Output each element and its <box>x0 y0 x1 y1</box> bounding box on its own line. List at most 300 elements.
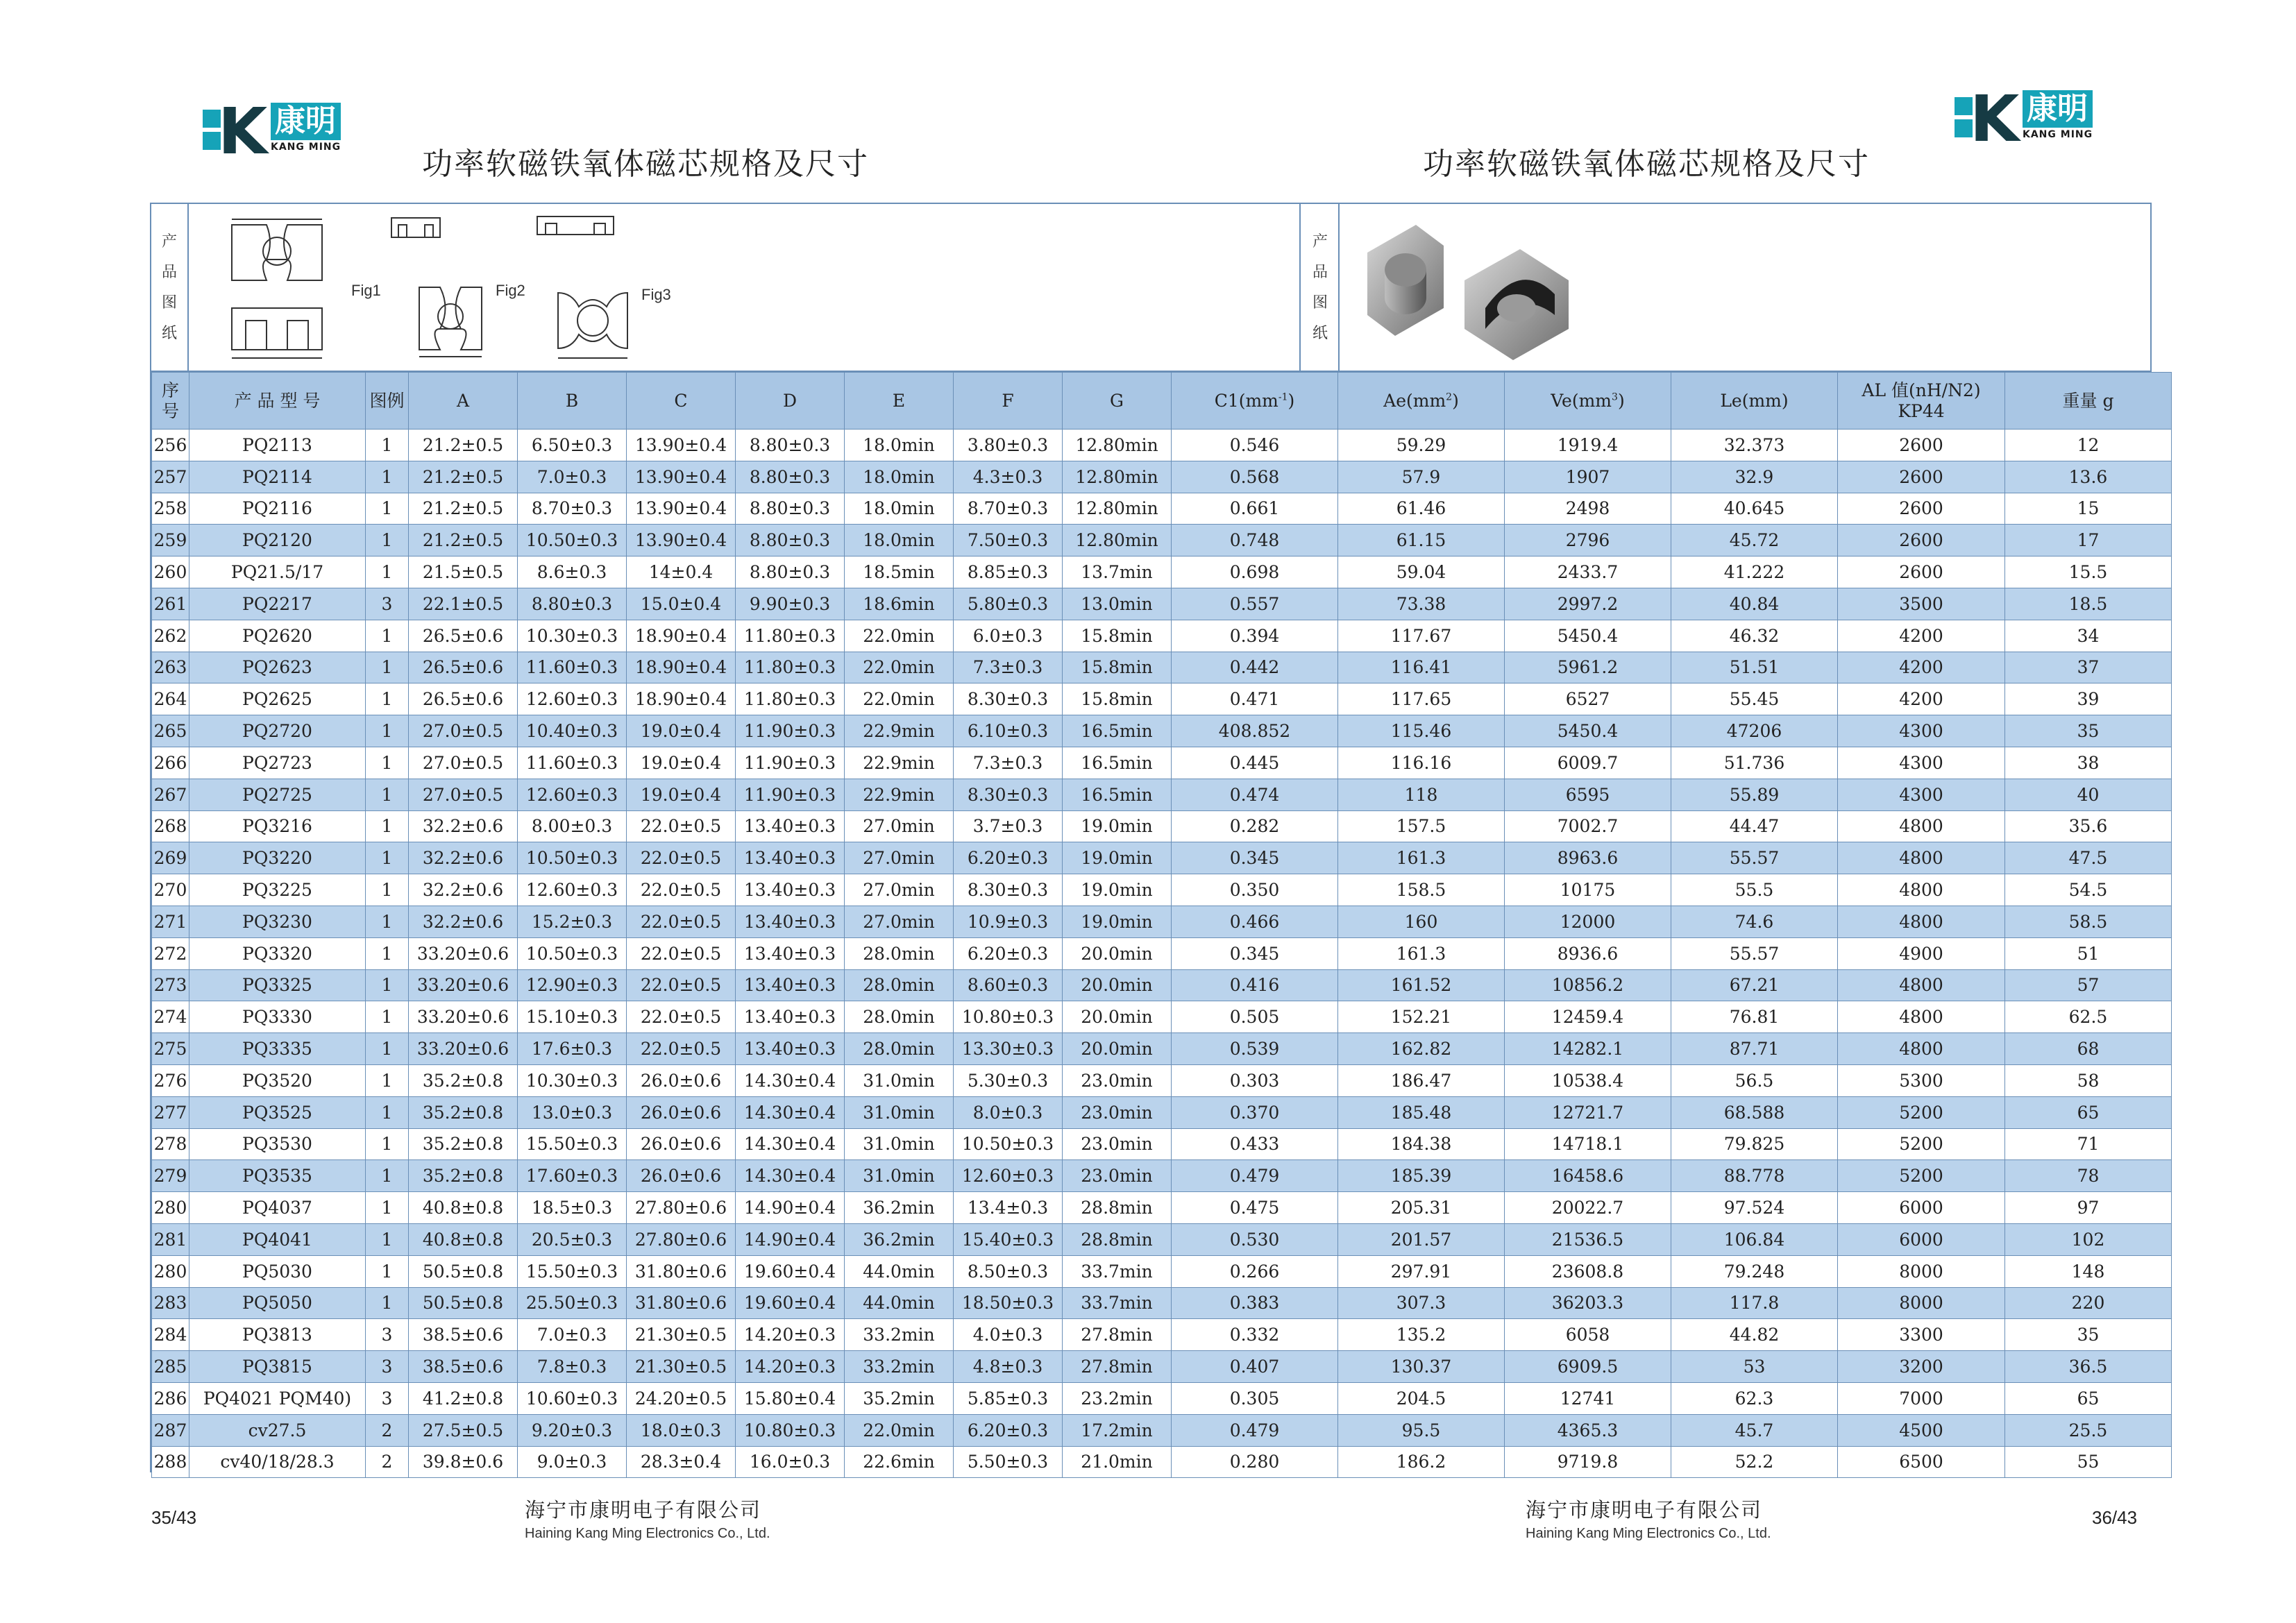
table-cell: 11.60±0.3 <box>518 652 627 683</box>
company-name-en: Haining Kang Ming Electronics Co., Ltd. <box>525 1526 770 1541</box>
table-cell: 13.0±0.3 <box>518 1096 627 1128</box>
table-cell: 5961.2 <box>1505 652 1671 683</box>
table-cell: 262 <box>152 620 189 652</box>
table-cell: 41.2±0.8 <box>409 1382 518 1414</box>
table-cell: 61.46 <box>1338 493 1505 525</box>
table-cell: 22.0min <box>845 683 954 715</box>
table-cell: 22.0±0.5 <box>627 1033 736 1065</box>
table-row <box>152 556 2172 588</box>
table-cell: 8.6±0.3 <box>518 556 627 588</box>
col-header-ve: $Ve(mm^3)$ <box>1505 373 1671 430</box>
col-header-ae: $Ae(mm^2)$ <box>1338 373 1505 430</box>
table-cell: 35 <box>2005 1319 2172 1351</box>
table-cell: 23.0min <box>1063 1064 1172 1096</box>
table-cell: 184.38 <box>1338 1128 1505 1160</box>
table-cell: 13.30±0.3 <box>954 1033 1063 1065</box>
table-cell: 31.80±0.6 <box>627 1255 736 1287</box>
table-cell: 6.20±0.3 <box>954 937 1063 969</box>
table-cell: PQ3535 <box>189 1160 366 1192</box>
table-cell: 13.90±0.4 <box>627 461 736 493</box>
table-cell: 22.9min <box>845 779 954 810</box>
table-cell: 26.0±0.6 <box>627 1064 736 1096</box>
table-cell: 31.0min <box>845 1096 954 1128</box>
table-cell: 8.80±0.3 <box>736 430 845 461</box>
table-cell: 61.15 <box>1338 525 1505 556</box>
table-cell: 1 <box>366 1001 409 1033</box>
col-header-g: G <box>1063 373 1172 430</box>
col-header-le: Le(mm) <box>1671 373 1838 430</box>
table-cell: 2600 <box>1838 493 2005 525</box>
table-cell: 22.9min <box>845 715 954 747</box>
table-cell: 11.90±0.3 <box>736 715 845 747</box>
table-cell: 4.0±0.3 <box>954 1319 1063 1351</box>
table-cell: 1 <box>366 810 409 842</box>
table-cell: 22.0±0.5 <box>627 969 736 1001</box>
table-cell: 15.2±0.3 <box>518 906 627 937</box>
table-cell: 59.29 <box>1338 430 1505 461</box>
table-row <box>152 1033 2172 1065</box>
table-cell: 264 <box>152 683 189 715</box>
table-cell: 15.8min <box>1063 683 1172 715</box>
table-cell: 18.90±0.4 <box>627 683 736 715</box>
table-cell: 35.2±0.8 <box>409 1064 518 1096</box>
table-cell: 57.9 <box>1338 461 1505 493</box>
table-cell: 274 <box>152 1001 189 1033</box>
table-row <box>152 430 2172 461</box>
table-cell: 3500 <box>1838 588 2005 620</box>
table-cell: 13.40±0.3 <box>736 874 845 906</box>
table-cell: 12459.4 <box>1505 1001 1671 1033</box>
table-cell: 2600 <box>1838 430 2005 461</box>
table-cell: 279 <box>152 1160 189 1192</box>
company-name-cn: 海宁市康明电子有限公司 <box>525 1498 762 1522</box>
table-cell: 26.0±0.6 <box>627 1160 736 1192</box>
table-cell: 4800 <box>1838 969 2005 1001</box>
table-cell: 21.2±0.5 <box>409 493 518 525</box>
table-cell: 3300 <box>1838 1319 2005 1351</box>
table-cell: 1 <box>366 779 409 810</box>
table-cell: 57 <box>2005 969 2172 1001</box>
table-cell: 273 <box>152 969 189 1001</box>
table-cell: 4800 <box>1838 1033 2005 1065</box>
table-cell: 8000 <box>1838 1255 2005 1287</box>
table-cell: 0.442 <box>1172 652 1338 683</box>
table-cell: 62.5 <box>2005 1001 2172 1033</box>
table-cell: 47206 <box>1671 715 1838 747</box>
table-cell: 1 <box>366 461 409 493</box>
table-cell: 74.6 <box>1671 906 1838 937</box>
table-cell: 4500 <box>1838 1414 2005 1446</box>
table-cell: PQ3225 <box>189 874 366 906</box>
table-cell: 27.80±0.6 <box>627 1223 736 1255</box>
table-cell: 13.40±0.3 <box>736 1001 845 1033</box>
table-cell: 220 <box>2005 1287 2172 1319</box>
table-cell: 4.8±0.3 <box>954 1351 1063 1383</box>
table-cell: 257 <box>152 461 189 493</box>
table-cell: 10.50±0.3 <box>518 842 627 874</box>
logo-mark-icon: K <box>1955 92 2003 140</box>
table-row <box>152 810 2172 842</box>
spec-sheet <box>150 203 2152 1472</box>
table-cell: 6.20±0.3 <box>954 1414 1063 1446</box>
table-cell: 35.2±0.8 <box>409 1128 518 1160</box>
col-header-c1: $C1(mm^{-1})$ <box>1172 373 1338 430</box>
table-cell: PQ3330 <box>189 1001 366 1033</box>
table-cell: 20.0min <box>1063 1033 1172 1065</box>
table-cell: 19.0±0.4 <box>627 779 736 810</box>
table-cell: 18.90±0.4 <box>627 652 736 683</box>
col-header-weight: 重量 g <box>2005 373 2172 430</box>
table-cell: PQ21.5/17 <box>189 556 366 588</box>
table-cell: 95.5 <box>1338 1414 1505 1446</box>
col-header-model: 产 品 型 号 <box>189 373 366 430</box>
table-cell: 14.90±0.4 <box>736 1223 845 1255</box>
table-cell: 1 <box>366 969 409 1001</box>
table-cell: 0.416 <box>1172 969 1338 1001</box>
table-cell: 283 <box>152 1287 189 1319</box>
table-cell: 269 <box>152 842 189 874</box>
table-cell: 0.394 <box>1172 620 1338 652</box>
table-cell: 7000 <box>1838 1382 2005 1414</box>
table-cell: 13.90±0.4 <box>627 525 736 556</box>
table-cell: 27.8min <box>1063 1319 1172 1351</box>
table-cell: 14.30±0.4 <box>736 1160 845 1192</box>
table-cell: 5.30±0.3 <box>954 1064 1063 1096</box>
table-cell: 1 <box>366 652 409 683</box>
table-cell: 23.0min <box>1063 1096 1172 1128</box>
table-cell: 263 <box>152 652 189 683</box>
table-cell: 55.89 <box>1671 779 1838 810</box>
table-row <box>152 493 2172 525</box>
table-cell: 16.5min <box>1063 715 1172 747</box>
table-cell: 27.5±0.5 <box>409 1414 518 1446</box>
table-cell: 28.0min <box>845 1001 954 1033</box>
table-cell: 116.16 <box>1338 747 1505 779</box>
table-cell: 7.3±0.3 <box>954 747 1063 779</box>
table-cell: 55.45 <box>1671 683 1838 715</box>
table-cell: 280 <box>152 1192 189 1224</box>
table-cell: PQ3530 <box>189 1128 366 1160</box>
table-cell: 13.40±0.3 <box>736 842 845 874</box>
table-cell: 17.2min <box>1063 1414 1172 1446</box>
table-cell: 5200 <box>1838 1096 2005 1128</box>
table-cell: 3.80±0.3 <box>954 430 1063 461</box>
table-cell: 26.5±0.6 <box>409 683 518 715</box>
photo-label: 产 品 图 纸 <box>1302 204 1340 372</box>
table-cell: 10.50±0.3 <box>954 1128 1063 1160</box>
table-cell: 7.50±0.3 <box>954 525 1063 556</box>
table-cell: 2796 <box>1505 525 1671 556</box>
table-cell: 8.30±0.3 <box>954 874 1063 906</box>
table-row <box>152 683 2172 715</box>
table-cell: 20.0min <box>1063 937 1172 969</box>
table-cell: 27.0±0.5 <box>409 715 518 747</box>
table-cell: 55.57 <box>1671 842 1838 874</box>
table-cell: 21.2±0.5 <box>409 430 518 461</box>
table-cell: 0.345 <box>1172 937 1338 969</box>
table-cell: 32.9 <box>1671 461 1838 493</box>
table-cell: 32.2±0.6 <box>409 874 518 906</box>
table-cell: 4200 <box>1838 683 2005 715</box>
table-cell: 15.50±0.3 <box>518 1255 627 1287</box>
table-cell: 297.91 <box>1338 1255 1505 1287</box>
table-cell: 162.82 <box>1338 1033 1505 1065</box>
table-cell: 22.1±0.5 <box>409 588 518 620</box>
table-cell: 18.5min <box>845 556 954 588</box>
table-cell: 33.7min <box>1063 1287 1172 1319</box>
table-cell: 3 <box>366 588 409 620</box>
table-cell: 0.407 <box>1172 1351 1338 1383</box>
table-cell: 10.9±0.3 <box>954 906 1063 937</box>
table-cell: 106.84 <box>1671 1223 1838 1255</box>
table-cell: 28.8min <box>1063 1223 1172 1255</box>
table-cell: 36.2min <box>845 1192 954 1224</box>
logo-mark-icon: K <box>203 104 251 153</box>
table-cell: 116.41 <box>1338 652 1505 683</box>
table-cell: 272 <box>152 937 189 969</box>
table-cell: 12741 <box>1505 1382 1671 1414</box>
table-cell: 13.40±0.3 <box>736 969 845 1001</box>
table-cell: 6500 <box>1838 1446 2005 1478</box>
table-cell: 27.0min <box>845 874 954 906</box>
table-cell: PQ3815 <box>189 1351 366 1383</box>
table-cell: 0.466 <box>1172 906 1338 937</box>
table-cell: 10538.4 <box>1505 1064 1671 1096</box>
table-cell: 40.8±0.8 <box>409 1223 518 1255</box>
table-cell: 6058 <box>1505 1319 1671 1351</box>
table-cell: 1 <box>366 1160 409 1192</box>
logo-text-cn: 康明 <box>2023 90 2093 128</box>
table-cell: 1 <box>366 525 409 556</box>
table-cell: 10.50±0.3 <box>518 937 627 969</box>
table-cell: 5450.4 <box>1505 620 1671 652</box>
table-cell: 4900 <box>1838 937 2005 969</box>
table-cell: 16.5min <box>1063 747 1172 779</box>
table-row <box>152 525 2172 556</box>
table-cell: 2600 <box>1838 525 2005 556</box>
table-cell: 4365.3 <box>1505 1414 1671 1446</box>
table-cell: 4800 <box>1838 1001 2005 1033</box>
table-cell: 1 <box>366 842 409 874</box>
table-cell: 50.5±0.8 <box>409 1255 518 1287</box>
table-cell: 21.5±0.5 <box>409 556 518 588</box>
table-cell: 28.0min <box>845 969 954 1001</box>
table-cell: 11.60±0.3 <box>518 747 627 779</box>
page-title-left: 功率软磁铁氧体磁芯规格及尺寸 <box>422 146 869 182</box>
table-cell: 2600 <box>1838 461 2005 493</box>
table-cell: 14.90±0.4 <box>736 1192 845 1224</box>
table-cell: 15.40±0.3 <box>954 1223 1063 1255</box>
table-cell: 22.0±0.5 <box>627 937 736 969</box>
table-cell: 14718.1 <box>1505 1128 1671 1160</box>
table-cell: 44.47 <box>1671 810 1838 842</box>
table-cell: 8.85±0.3 <box>954 556 1063 588</box>
table-cell: 2600 <box>1838 556 2005 588</box>
table-cell: 44.0min <box>845 1287 954 1319</box>
company-info-right <box>1526 1495 1771 1542</box>
table-cell: 51.736 <box>1671 747 1838 779</box>
table-cell: 115.46 <box>1338 715 1505 747</box>
table-cell: 23608.8 <box>1505 1255 1671 1287</box>
table-row <box>152 779 2172 810</box>
table-cell: 32.2±0.6 <box>409 906 518 937</box>
table-cell: 27.0±0.5 <box>409 747 518 779</box>
table-cell: 62.3 <box>1671 1382 1838 1414</box>
table-row <box>152 842 2172 874</box>
table-cell: 275 <box>152 1033 189 1065</box>
table-cell: 32.373 <box>1671 430 1838 461</box>
table-cell: 18.0±0.3 <box>627 1414 736 1446</box>
table-cell: 8936.6 <box>1505 937 1671 969</box>
table-cell: 6909.5 <box>1505 1351 1671 1383</box>
table-cell: 44.0min <box>845 1255 954 1287</box>
table-cell: 33.20±0.6 <box>409 969 518 1001</box>
table-cell: 13.4±0.3 <box>954 1192 1063 1224</box>
table-cell: 9.0±0.3 <box>518 1446 627 1478</box>
table-cell: 65 <box>2005 1096 2172 1128</box>
table-row <box>152 969 2172 1001</box>
table-cell: 204.5 <box>1338 1382 1505 1414</box>
table-cell: 12.80min <box>1063 461 1172 493</box>
fig2-label: Fig2 <box>496 282 525 299</box>
col-header-c: C <box>627 373 736 430</box>
table-cell: 6000 <box>1838 1192 2005 1224</box>
table-cell: 4.3±0.3 <box>954 461 1063 493</box>
table-cell: 4800 <box>1838 874 2005 906</box>
table-cell: 270 <box>152 874 189 906</box>
table-cell: 14.30±0.4 <box>736 1096 845 1128</box>
table-cell: 79.248 <box>1671 1255 1838 1287</box>
table-cell: 22.0±0.5 <box>627 906 736 937</box>
company-logo-right <box>1955 82 2093 156</box>
table-cell: 12.60±0.3 <box>518 683 627 715</box>
table-cell: 33.2min <box>845 1351 954 1383</box>
table-cell: 1 <box>366 1287 409 1319</box>
table-cell: 0.475 <box>1172 1192 1338 1224</box>
table-cell: PQ3335 <box>189 1033 366 1065</box>
company-name-cn: 海宁市康明电子有限公司 <box>1526 1498 1763 1522</box>
table-cell: 87.71 <box>1671 1033 1838 1065</box>
table-cell: 31.0min <box>845 1128 954 1160</box>
table-cell: 17.6±0.3 <box>518 1033 627 1065</box>
table-cell: 14±0.4 <box>627 556 736 588</box>
table-cell: 7002.7 <box>1505 810 1671 842</box>
table-cell: 24.20±0.5 <box>627 1382 736 1414</box>
table-cell: 28.0min <box>845 937 954 969</box>
table-cell: 6527 <box>1505 683 1671 715</box>
table-cell: 7.8±0.3 <box>518 1351 627 1383</box>
table-cell: 0.530 <box>1172 1223 1338 1255</box>
table-cell: 27.8min <box>1063 1351 1172 1383</box>
table-cell: 27.0min <box>845 810 954 842</box>
table-cell: 26.5±0.6 <box>409 620 518 652</box>
table-cell: PQ3520 <box>189 1064 366 1096</box>
table-cell: 1 <box>366 430 409 461</box>
table-cell: 23.0min <box>1063 1128 1172 1160</box>
table-cell: 4200 <box>1838 620 2005 652</box>
table-cell: 8.80±0.3 <box>736 525 845 556</box>
table-cell: 157.5 <box>1338 810 1505 842</box>
table-cell: 9.20±0.3 <box>518 1414 627 1446</box>
table-cell: 68 <box>2005 1033 2172 1065</box>
table-cell: 1 <box>366 747 409 779</box>
table-cell: 27.0±0.5 <box>409 779 518 810</box>
table-cell: PQ3220 <box>189 842 366 874</box>
table-cell: 27.80±0.6 <box>627 1192 736 1224</box>
table-cell: 27.0min <box>845 842 954 874</box>
table-cell: 11.90±0.3 <box>736 747 845 779</box>
table-cell: 4300 <box>1838 715 2005 747</box>
table-cell: 7.0±0.3 <box>518 461 627 493</box>
table-cell: PQ4037 <box>189 1192 366 1224</box>
table-cell: PQ3525 <box>189 1096 366 1128</box>
table-cell: 8.0±0.3 <box>954 1096 1063 1128</box>
table-cell: 160 <box>1338 906 1505 937</box>
page-title-right: 功率软磁铁氧体磁芯规格及尺寸 <box>1423 146 1870 182</box>
table-cell: 1 <box>366 937 409 969</box>
table-cell: 0.479 <box>1172 1160 1338 1192</box>
table-cell: 277 <box>152 1096 189 1128</box>
table-cell: 35.6 <box>2005 810 2172 842</box>
table-cell: 280 <box>152 1255 189 1287</box>
company-info-left <box>525 1495 770 1542</box>
table-cell: 0.350 <box>1172 874 1338 906</box>
table-cell: 19.0min <box>1063 906 1172 937</box>
table-cell: 18.0min <box>845 430 954 461</box>
table-cell: 1 <box>366 874 409 906</box>
table-cell: 21536.5 <box>1505 1223 1671 1255</box>
table-cell: 20.0min <box>1063 1001 1172 1033</box>
table-cell: 261 <box>152 588 189 620</box>
table-cell: 32.2±0.6 <box>409 810 518 842</box>
table-cell: 19.60±0.4 <box>736 1287 845 1319</box>
technical-drawing <box>190 204 1301 372</box>
table-cell: 6000 <box>1838 1223 2005 1255</box>
table-cell: 10.30±0.3 <box>518 1064 627 1096</box>
table-cell: 31.0min <box>845 1160 954 1192</box>
table-cell: 135.2 <box>1338 1319 1505 1351</box>
table-cell: 36203.3 <box>1505 1287 1671 1319</box>
table-cell: PQ5050 <box>189 1287 366 1319</box>
table-cell: 6.10±0.3 <box>954 715 1063 747</box>
table-cell: 148 <box>2005 1255 2172 1287</box>
table-cell: 12000 <box>1505 906 1671 937</box>
table-cell: 0.505 <box>1172 1001 1338 1033</box>
table-cell: 58.5 <box>2005 906 2172 937</box>
table-row <box>152 1223 2172 1255</box>
table-cell: 1 <box>366 1192 409 1224</box>
table-cell: 65 <box>2005 1382 2172 1414</box>
table-cell: 3200 <box>1838 1351 2005 1383</box>
table-cell: 0.748 <box>1172 525 1338 556</box>
table-cell: 22.0±0.5 <box>627 810 736 842</box>
table-cell: 8.80±0.3 <box>736 461 845 493</box>
table-cell: 13.90±0.4 <box>627 493 736 525</box>
table-cell: 258 <box>152 493 189 525</box>
table-cell: 12.90±0.3 <box>518 969 627 1001</box>
table-cell: 19.60±0.4 <box>736 1255 845 1287</box>
table-cell: 39.8±0.6 <box>409 1446 518 1478</box>
table-row <box>152 1319 2172 1351</box>
table-cell: 28.3±0.4 <box>627 1446 736 1478</box>
table-cell: 2997.2 <box>1505 588 1671 620</box>
table-cell: 0.332 <box>1172 1319 1338 1351</box>
table-cell: 1 <box>366 493 409 525</box>
table-cell: 32.2±0.6 <box>409 842 518 874</box>
table-cell: 1 <box>366 906 409 937</box>
table-cell: 12.80min <box>1063 493 1172 525</box>
table-cell: 22.0±0.5 <box>627 1001 736 1033</box>
